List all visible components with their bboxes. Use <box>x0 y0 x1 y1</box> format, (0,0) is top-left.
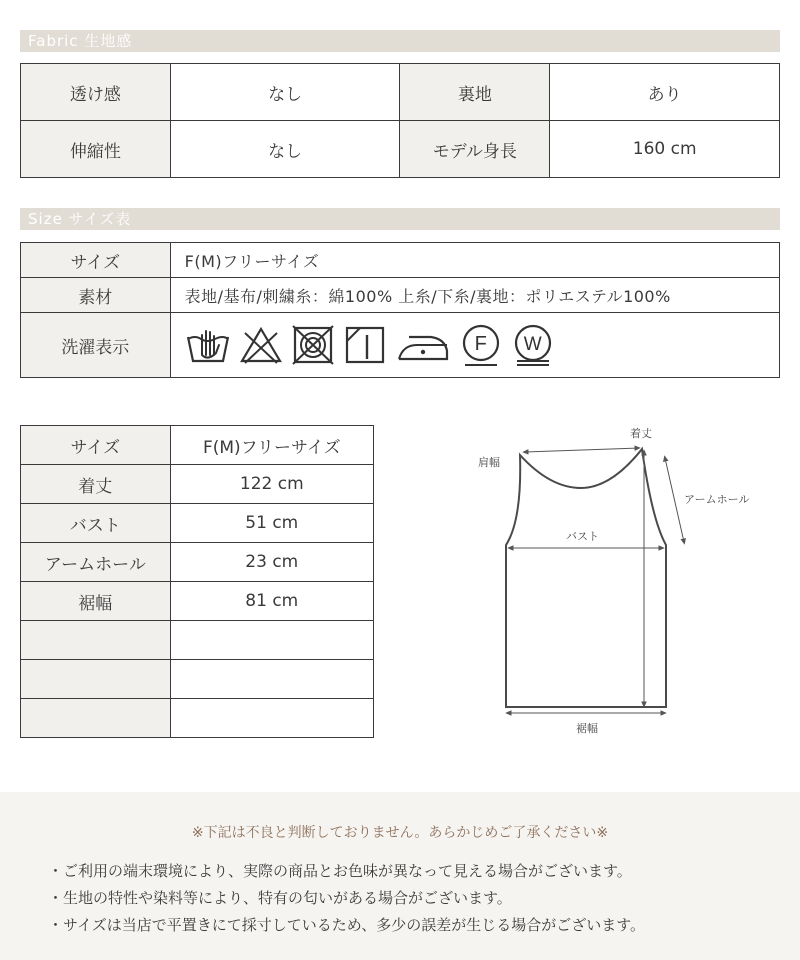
diagram-bust-label: バスト <box>566 530 599 543</box>
empty-label-cell <box>21 699 171 738</box>
empty-label-cell <box>21 621 171 660</box>
measurement-row <box>21 582 374 621</box>
diagram-armhole-label: アームホール <box>684 493 750 506</box>
stretch-label: 伸縮性 <box>21 121 171 178</box>
lining-label: 裏地 <box>400 64 550 121</box>
garment-outline <box>470 420 780 750</box>
measurement-size-label: サイズ <box>21 426 171 465</box>
hem-width-label: 裾幅 <box>21 582 171 621</box>
care-label: 洗濯表示 <box>21 313 171 378</box>
armhole-value: 23 cm <box>170 543 373 582</box>
model-height-value: 160 cm <box>550 121 780 178</box>
dry-clean-f-icon <box>459 323 503 367</box>
material-value: 表地/基布/刺繍糸：綿100% 上糸/下糸/裏地：ポリエステル100% <box>170 278 779 313</box>
measurement-row <box>21 504 374 543</box>
length-label: 着丈 <box>21 465 171 504</box>
drip-dry-shade-icon <box>343 325 387 365</box>
size-value: F(M)フリーサイズ <box>170 243 779 278</box>
size-section-header: Size サイズ表 <box>20 208 780 230</box>
fabric-table <box>20 63 780 178</box>
spec-row <box>21 243 780 278</box>
diagram-shoulder-label: 肩幅 <box>478 456 500 469</box>
measurement-row <box>21 543 374 582</box>
empty-value-cell <box>170 621 373 660</box>
empty-value-cell <box>170 660 373 699</box>
stretch-value: なし <box>170 121 400 178</box>
notes-panel <box>0 792 800 960</box>
garment-diagram <box>470 420 780 750</box>
bust-value: 51 cm <box>170 504 373 543</box>
measurement-empty-row <box>21 621 374 660</box>
fabric-row <box>21 64 780 121</box>
wet-clean-w-glyph: W <box>523 334 542 355</box>
note-item: ・生地の特性や染料等により、特有の匂いがある場合がございます。 <box>48 889 512 907</box>
lining-value: あり <box>550 64 780 121</box>
spec-table <box>20 242 780 378</box>
sheerness-label: 透け感 <box>21 64 171 121</box>
length-value: 122 cm <box>170 465 373 504</box>
hem-width-value: 81 cm <box>170 582 373 621</box>
dry-clean-f-glyph: F <box>474 333 487 355</box>
no-tumble-dry-icon <box>291 325 335 365</box>
notes-title: ※下記は不良と判断しておりません。あらかじめご了承ください※ <box>191 825 609 841</box>
spec-row <box>21 278 780 313</box>
measurement-empty-row <box>21 699 374 738</box>
spec-row <box>21 313 780 378</box>
diagram-length-label: 着丈 <box>630 427 652 440</box>
fabric-row <box>21 121 780 178</box>
care-icons-cell <box>170 313 779 378</box>
empty-value-cell <box>170 699 373 738</box>
sheerness-value: なし <box>170 64 400 121</box>
measurement-empty-row <box>21 660 374 699</box>
diagram-hem-label: 裾幅 <box>576 722 598 735</box>
note-item: ・サイズは当店で平置きにて採寸しているため、多少の誤差が生じる場合がございます。 <box>48 916 646 934</box>
hand-wash-icon <box>185 325 231 365</box>
empty-label-cell <box>21 660 171 699</box>
fabric-section-header: Fabric 生地感 <box>20 30 780 52</box>
measurement-size-value: F(M)フリーサイズ <box>170 426 373 465</box>
wet-clean-w-icon <box>511 323 555 367</box>
no-bleach-icon <box>239 325 283 365</box>
size-label: サイズ <box>21 243 171 278</box>
measurement-header-row <box>21 426 374 465</box>
measurement-row <box>21 465 374 504</box>
iron-low-icon <box>395 325 451 365</box>
model-height-label: モデル身長 <box>400 121 550 178</box>
care-icons <box>185 323 779 367</box>
note-item: ・ご利用の端末環境により、実際の商品とお色味が異なって見える場合がございます。 <box>48 862 632 880</box>
armhole-label: アームホール <box>21 543 171 582</box>
material-label: 素材 <box>21 278 171 313</box>
bust-label: バスト <box>21 504 171 543</box>
measurement-table <box>20 425 374 738</box>
